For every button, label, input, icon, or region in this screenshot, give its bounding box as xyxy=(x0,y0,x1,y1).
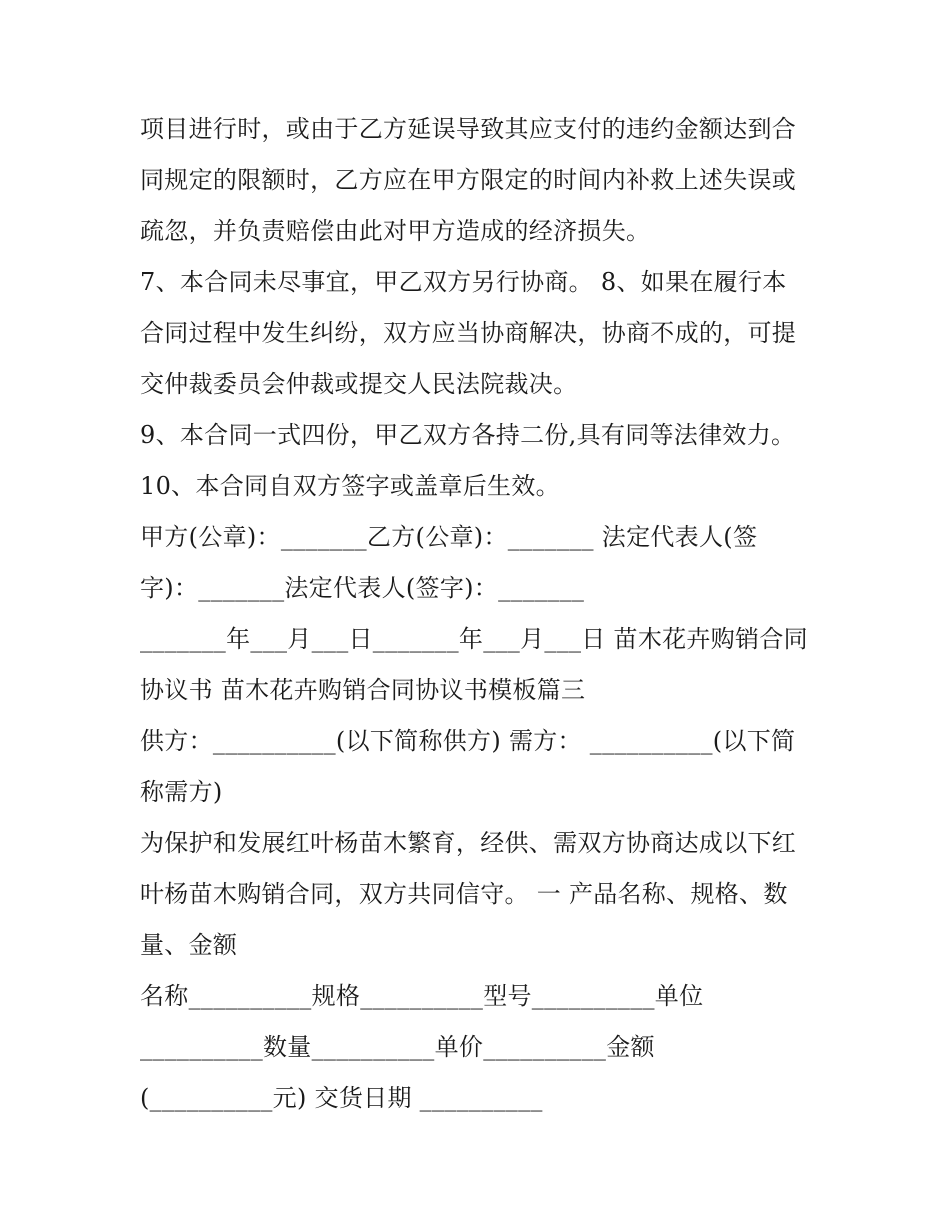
text-line: 同规定的限额时，乙方应在甲方限定的时间内补救上述失误或 xyxy=(140,166,797,194)
text-line: 疏忽，并负责赔偿由此对甲方造成的经济损失。 xyxy=(140,217,651,245)
text-line: 供方：__________(以下简称供方) 需方： __________(以下简 xyxy=(140,727,796,755)
text-line: _______年___月___日_______年___月___日 苗木花卉购销合同 xyxy=(140,625,808,653)
text-line: 字)：_______法定代表人(签字)：_______ xyxy=(140,574,585,602)
text-line: 10、本合同自双方签字或盖章后生效。 xyxy=(140,472,560,500)
text-line: (__________元) 交货日期 __________ xyxy=(140,1084,543,1112)
text-line: 协议书 苗木花卉购销合同协议书模板篇三 xyxy=(140,676,586,704)
text-line: 为保护和发展红叶杨苗木繁育，经供、需双方协商达成以下红 xyxy=(140,829,797,857)
text-line: 名称__________规格__________型号__________单位 xyxy=(140,982,704,1010)
text-line: 叶杨苗木购销合同，双方共同信守。 一 产品名称、规格、数 xyxy=(140,880,788,908)
text-line: 项目进行时，或由于乙方延误导致其应支付的违约金额达到合 xyxy=(140,115,797,143)
text-line: 称需方) xyxy=(140,778,223,806)
text-line: 交仲裁委员会仲裁或提交人民法院裁决。 xyxy=(140,370,578,398)
text-line: 9、本合同一式四份，甲乙双方各持二份,具有同等法律效力。 xyxy=(140,421,796,449)
text-line: 7、本合同未尽事宜，甲乙双方另行协商。 8、如果在履行本 xyxy=(140,268,787,296)
text-line: 甲方(公章)：_______乙方(公章)：_______ 法定代表人(签 xyxy=(140,523,758,551)
text-line: 量、金额 xyxy=(140,931,238,959)
text-line: 合同过程中发生纠纷，双方应当协商解决，协商不成的，可提 xyxy=(140,319,797,347)
text-line: __________数量__________单价__________金额 xyxy=(140,1033,655,1061)
